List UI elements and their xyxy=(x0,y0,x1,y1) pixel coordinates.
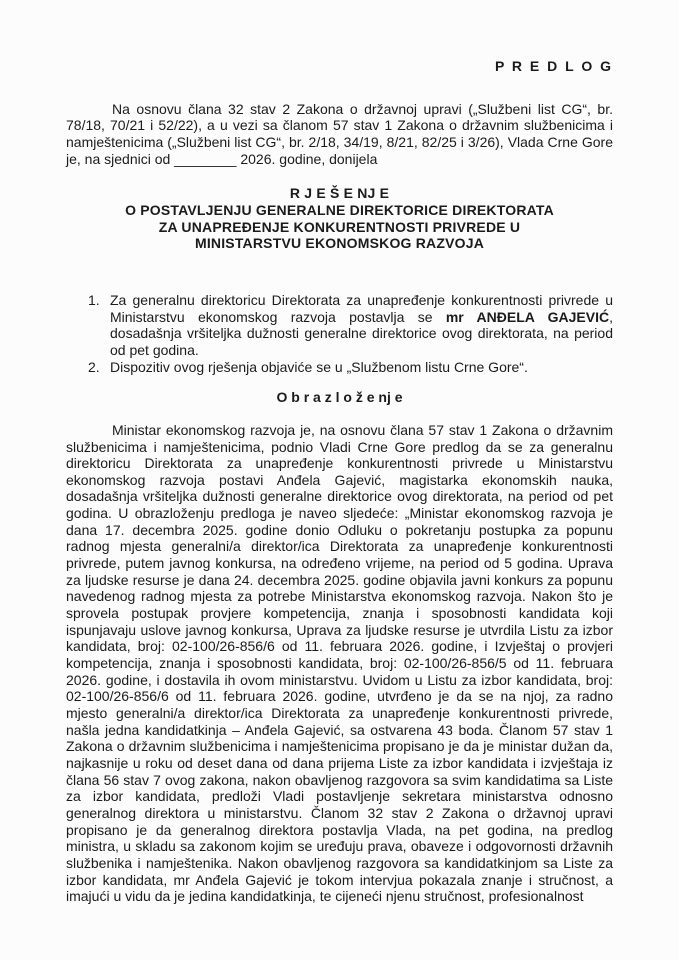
decision-title-line-4: MINISTARSTVU EKONOMSKOG RAZVOJA xyxy=(194,235,485,252)
list-item-1 xyxy=(88,292,613,359)
appointee-name: mr ANĐELA GAJEVIĆ xyxy=(445,308,610,325)
explanation-paragraph: Ministar ekonomskog razvoja je, na osnovu člana 57 stav 1 Zakona o državnim službenicima i namještenicima, podnio Vladi Crne Gore predlog da se za generalnu direktoricu Direktorata za unapređenje konkurentnosti privrede u Ministarstvu ekonomskog razvoja postavi Anđela Gajević, magistarka ekonomskih nauka, dosadašnja vršiteljka dužnosti generalne direktorice ovog direktorata, na period od pet godina. U obrazloženju predloga je naveo sljedeće: „Ministar ekonomskog razvoja je dana 17. decembra 2025. godine donio Odluku o pokretanju postupka za popunu radnog mjesta generalni/a direktor/ica Direktorata za unapređenje konkurentnosti privrede, putem javnog konkursa, na određeno vrijeme, na period od 5 godina. Uprava za ljudske resurse je dana 24. decembra 2025. godine objavila javni konkurs za popunu navedenog radnog mjesta za potrebe Ministarstva ekonomskog razvoja. Nakon što je sprovela postupak provjere kompetencija, znanja i sposobnosti kandidata koji ispunjavaju uslove javnog konkursa, Uprava za ljudske resurse je utvrdila Listu za izbor kandidata, broj: 02-100/26-856/6 od 11. februara 2026. godine, i Izvještaj o provjeri kompetencija, znanja i sposobnosti kandidata, broj: 02-100/26-856/5 od 11. februara 2026. godine, i dostavila ih ovom ministarstvu. Uvidom u Listu za izbor kandidata, broj: 02-100/26-856/6 od 11. februara 2026. godine, utvrđeno je da se na njoj, za radno mjesto generalni/a direktor/ica Direktorata za unapređenje konkurentnosti privrede, našla jedna kandidatkinja – Anđela Gajević, sa ostvarena 43 boda. Članom 57 stav 1 Zakona o državnim službenicima i namještenicima propisano je da je ministar dužan da, najkasnije u roku od deset dana od dana prijema Liste za izbor kandidata i izvještaja iz člana 56 stav 7 ovog zakona, nakon obavljenog razgovora sa svim kandidatima sa Liste za izbor kandidata, predloži Vladi postavljenje sekretara ministarstva odnosno generalnog direktora u ministarstvu. Članom 32 stav 2 Zakona o državnoj upravi propisano je da generalnog direktora postavlja Vlada, na pet godina, na predlog ministra, u skladu sa zakonom kojim se uređuju prava, obaveze i odgovornosti državnih službenika i namještenika. Nakon obavljenog razgovora sa kandidatkinjom sa Liste za izbor kandidata, mr Anđela Gajević je tokom intervjua pokazala znanje i stručnost, a imajući u vidu da je jedina kandidatkinja, te cijeneći njenu stručnost, profesionalnost xyxy=(66,421,613,905)
explanation-heading: O b r a z l o ž e nj e xyxy=(276,389,403,406)
list-item-1-text-before: Za generalnu direktoricu Direktorata za unapređenje konkurentnosti privrede u Ministarstvu ekonomskog razvoja postavlja se xyxy=(110,291,613,325)
decision-title-block xyxy=(66,185,613,252)
list-item-1-text xyxy=(110,292,613,359)
decision-title-line-1: R J E Š E NJ E xyxy=(289,185,390,202)
preamble-paragraph: Na osnovu člana 32 stav 2 Zakona o državnoj upravi („Službeni list CG“, br. 78/18, 70/21 i 52/22), a u vezi sa članom 57 stav 1 Zakona o državnim službenicima i namještenicima („Službeni list CG“, br. 2/18, 34/19, 8/21, 82/25 i 3/26), Vlada Crne Gore je, na sjednici od ________ 2026. godine, donijela xyxy=(66,100,613,167)
list-item-2-number: 2. xyxy=(88,358,100,375)
decision-title-line-3: ZA UNAPREĐENJE KONKURENTNOSTI PRIVREDE U xyxy=(158,218,521,235)
list-item-2 xyxy=(88,359,613,376)
list-item-1-number: 1. xyxy=(88,291,100,308)
list-item-2-text: Dispozitiv ovog rješenja objaviće se u „Službenom listu Crne Gore“. xyxy=(110,358,528,375)
list-item-1-text-after: , dosadašnja vršiteljka dužnosti generalne direktorice ovog direktorata, na period od pet godina. xyxy=(110,308,614,358)
document-type-label: P R E D L O G xyxy=(494,58,613,74)
decision-title-line-2: O POSTAVLJENJU GENERALNE DIREKTORICE DIREKTORATA xyxy=(125,201,554,218)
decision-items-list xyxy=(66,292,613,375)
